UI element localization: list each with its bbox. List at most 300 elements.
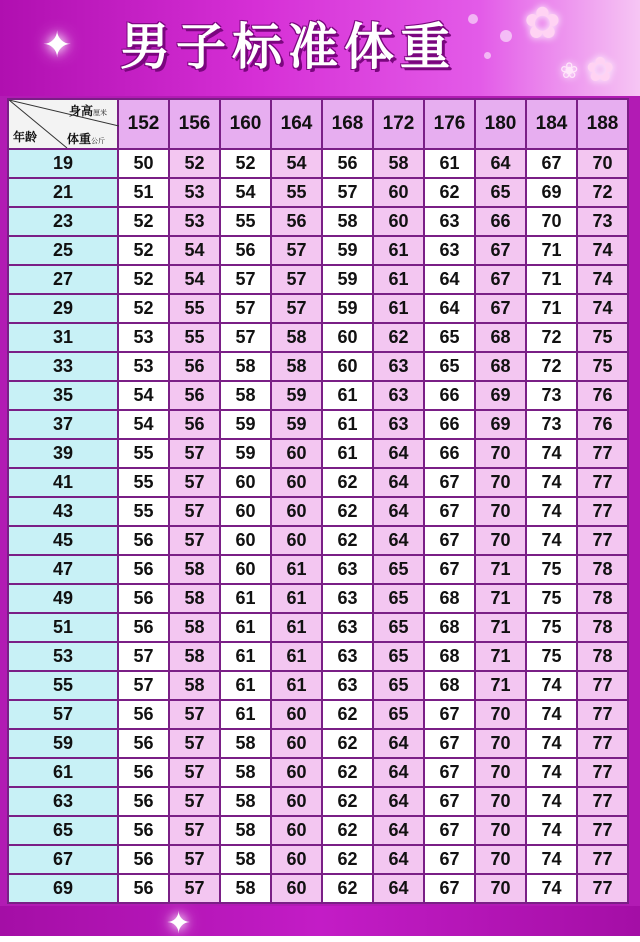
weight-cell: 55 [118, 439, 169, 468]
decor-bubble [484, 52, 491, 59]
header-banner [0, 0, 640, 96]
weight-cell: 74 [526, 671, 577, 700]
age-cell: 23 [8, 207, 118, 236]
age-cell: 33 [8, 352, 118, 381]
weight-cell: 57 [118, 671, 169, 700]
weight-cell: 70 [475, 874, 526, 903]
weight-cell: 57 [169, 468, 220, 497]
table-row [8, 787, 628, 816]
weight-cell: 63 [424, 207, 475, 236]
page-title: 男子标准体重 [120, 18, 456, 76]
age-cell: 43 [8, 497, 118, 526]
weight-cell: 61 [220, 642, 271, 671]
weight-cell: 56 [322, 149, 373, 178]
weight-cell: 75 [577, 323, 628, 352]
weight-cell: 67 [475, 265, 526, 294]
weight-cell: 68 [424, 613, 475, 642]
weight-cell: 59 [322, 294, 373, 323]
weight-cell: 59 [271, 410, 322, 439]
weight-cell: 73 [526, 381, 577, 410]
weight-cell: 60 [271, 526, 322, 555]
weight-cell: 69 [475, 381, 526, 410]
weight-cell: 67 [424, 468, 475, 497]
weight-cell: 56 [118, 816, 169, 845]
height-header-cell: 172 [373, 99, 424, 149]
weight-cell: 58 [169, 584, 220, 613]
weight-cell: 60 [271, 816, 322, 845]
age-cell: 55 [8, 671, 118, 700]
sparkle-icon: ✦ [42, 25, 73, 66]
weight-cell: 73 [526, 410, 577, 439]
weight-cell: 55 [271, 178, 322, 207]
weight-cell: 67 [475, 294, 526, 323]
weight-cell: 74 [526, 439, 577, 468]
age-label: 年龄 [13, 130, 38, 144]
weight-cell: 61 [220, 613, 271, 642]
table-row [8, 265, 628, 294]
weight-cell: 51 [118, 178, 169, 207]
weight-table [7, 98, 629, 904]
table-row [8, 729, 628, 758]
weight-cell: 63 [322, 642, 373, 671]
weight-cell: 61 [271, 555, 322, 584]
weight-cell: 74 [577, 265, 628, 294]
weight-cell: 71 [526, 265, 577, 294]
weight-cell: 60 [271, 845, 322, 874]
weight-cell: 64 [373, 874, 424, 903]
weight-cell: 74 [526, 700, 577, 729]
weight-cell: 55 [169, 294, 220, 323]
weight-cell: 68 [475, 323, 526, 352]
table-row [8, 845, 628, 874]
weight-cell: 61 [220, 700, 271, 729]
header-row [8, 99, 628, 149]
flower-icon: ✿ [586, 50, 615, 90]
weight-cell: 70 [475, 497, 526, 526]
height-label: 身高厘米 [69, 104, 108, 118]
weight-cell: 66 [424, 410, 475, 439]
weight-cell: 70 [475, 729, 526, 758]
weight-cell: 63 [424, 236, 475, 265]
age-cell: 41 [8, 468, 118, 497]
weight-cell: 52 [169, 149, 220, 178]
weight-cell: 68 [424, 671, 475, 700]
weight-cell: 67 [424, 874, 475, 903]
weight-cell: 64 [373, 497, 424, 526]
weight-cell: 54 [169, 265, 220, 294]
age-cell: 61 [8, 758, 118, 787]
weight-cell: 64 [424, 294, 475, 323]
weight-cell: 56 [118, 729, 169, 758]
weight-cell: 62 [322, 787, 373, 816]
weight-cell: 58 [220, 845, 271, 874]
height-header-cell: 176 [424, 99, 475, 149]
age-cell: 25 [8, 236, 118, 265]
weight-cell: 77 [577, 816, 628, 845]
weight-cell: 63 [322, 613, 373, 642]
age-cell: 51 [8, 613, 118, 642]
weight-cell: 74 [577, 236, 628, 265]
weight-cell: 77 [577, 787, 628, 816]
weight-cell: 59 [220, 439, 271, 468]
table-row [8, 468, 628, 497]
weight-cell: 62 [322, 526, 373, 555]
weight-cell: 56 [271, 207, 322, 236]
weight-cell: 57 [169, 497, 220, 526]
age-cell: 19 [8, 149, 118, 178]
weight-cell: 57 [169, 874, 220, 903]
weight-cell: 63 [373, 381, 424, 410]
height-header-cell: 184 [526, 99, 577, 149]
weight-cell: 64 [475, 149, 526, 178]
weight-cell: 67 [424, 816, 475, 845]
weight-cell: 65 [475, 178, 526, 207]
weight-cell: 65 [373, 613, 424, 642]
weight-cell: 67 [424, 758, 475, 787]
weight-cell: 77 [577, 758, 628, 787]
weight-cell: 56 [118, 787, 169, 816]
table-row [8, 526, 628, 555]
weight-cell: 65 [373, 642, 424, 671]
weight-cell: 57 [271, 236, 322, 265]
age-cell: 27 [8, 265, 118, 294]
age-cell: 21 [8, 178, 118, 207]
table-row [8, 439, 628, 468]
weight-cell: 71 [526, 294, 577, 323]
weight-cell: 57 [169, 700, 220, 729]
height-header-cell: 180 [475, 99, 526, 149]
weight-cell: 64 [373, 758, 424, 787]
weight-cell: 74 [526, 816, 577, 845]
weight-cell: 55 [220, 207, 271, 236]
weight-cell: 58 [220, 729, 271, 758]
age-cell: 69 [8, 874, 118, 903]
table-row [8, 700, 628, 729]
weight-cell: 62 [322, 816, 373, 845]
weight-cell: 58 [220, 352, 271, 381]
table-row [8, 758, 628, 787]
age-cell: 67 [8, 845, 118, 874]
weight-cell: 72 [577, 178, 628, 207]
age-cell: 63 [8, 787, 118, 816]
weight-cell: 66 [424, 381, 475, 410]
table-row [8, 584, 628, 613]
weight-cell: 74 [526, 729, 577, 758]
weight-cell: 78 [577, 613, 628, 642]
weight-cell: 58 [220, 787, 271, 816]
weight-cell: 58 [220, 816, 271, 845]
weight-cell: 53 [169, 207, 220, 236]
weight-cell: 62 [322, 758, 373, 787]
weight-cell: 56 [169, 352, 220, 381]
weight-cell: 55 [118, 468, 169, 497]
sparkle-icon: ✦ [166, 906, 192, 941]
weight-cell: 57 [169, 845, 220, 874]
table-row [8, 178, 628, 207]
weight-cell: 53 [118, 352, 169, 381]
weight-cell: 77 [577, 700, 628, 729]
weight-cell: 56 [220, 236, 271, 265]
weight-cell: 64 [424, 265, 475, 294]
weight-cell: 58 [271, 352, 322, 381]
weight-cell: 77 [577, 497, 628, 526]
weight-cell: 76 [577, 410, 628, 439]
weight-cell: 54 [220, 178, 271, 207]
weight-cell: 75 [577, 352, 628, 381]
weight-cell: 74 [526, 758, 577, 787]
weight-cell: 70 [475, 468, 526, 497]
weight-cell: 63 [373, 352, 424, 381]
weight-cell: 69 [526, 178, 577, 207]
table-row [8, 613, 628, 642]
weight-cell: 77 [577, 439, 628, 468]
weight-cell: 62 [322, 700, 373, 729]
weight-cell: 70 [577, 149, 628, 178]
weight-cell: 57 [118, 642, 169, 671]
weight-cell: 52 [220, 149, 271, 178]
weight-cell: 52 [118, 265, 169, 294]
weight-cell: 57 [169, 526, 220, 555]
weight-cell: 70 [475, 845, 526, 874]
weight-cell: 59 [322, 265, 373, 294]
weight-cell: 61 [271, 642, 322, 671]
weight-cell: 65 [373, 584, 424, 613]
weight-cell: 67 [424, 555, 475, 584]
weight-cell: 55 [118, 497, 169, 526]
weight-cell: 56 [118, 758, 169, 787]
weight-cell: 60 [373, 207, 424, 236]
flower-icon: ❀ [560, 59, 579, 84]
weight-cell: 74 [526, 497, 577, 526]
weight-cell: 70 [475, 439, 526, 468]
weight-cell: 58 [373, 149, 424, 178]
weight-cell: 62 [322, 468, 373, 497]
table-row [8, 207, 628, 236]
table-row [8, 497, 628, 526]
weight-cell: 61 [373, 236, 424, 265]
weight-cell: 59 [220, 410, 271, 439]
weight-cell: 60 [271, 758, 322, 787]
weight-cell: 70 [475, 526, 526, 555]
weight-cell: 57 [169, 787, 220, 816]
weight-cell: 56 [118, 555, 169, 584]
height-header-cell: 188 [577, 99, 628, 149]
height-header-cell: 168 [322, 99, 373, 149]
table-row [8, 294, 628, 323]
age-cell: 37 [8, 410, 118, 439]
weight-cell: 56 [169, 410, 220, 439]
weight-cell: 69 [475, 410, 526, 439]
weight-cell: 75 [526, 613, 577, 642]
weight-cell: 72 [526, 352, 577, 381]
weight-cell: 75 [526, 642, 577, 671]
table-row [8, 642, 628, 671]
age-cell: 53 [8, 642, 118, 671]
weight-cell: 62 [322, 729, 373, 758]
table-row [8, 352, 628, 381]
age-cell: 45 [8, 526, 118, 555]
weight-cell: 58 [271, 323, 322, 352]
weight-cell: 60 [220, 497, 271, 526]
age-cell: 29 [8, 294, 118, 323]
weight-cell: 58 [220, 874, 271, 903]
weight-cell: 66 [475, 207, 526, 236]
weight-cell: 58 [169, 671, 220, 700]
weight-cell: 62 [373, 323, 424, 352]
weight-cell: 56 [169, 381, 220, 410]
weight-cell: 70 [475, 816, 526, 845]
weight-cell: 52 [118, 236, 169, 265]
weight-cell: 58 [169, 555, 220, 584]
weight-cell: 70 [475, 758, 526, 787]
table-row [8, 381, 628, 410]
weight-cell: 65 [373, 700, 424, 729]
weight-cell: 63 [322, 555, 373, 584]
weight-cell: 54 [271, 149, 322, 178]
footer-banner [0, 906, 640, 941]
weight-cell: 77 [577, 468, 628, 497]
weight-cell: 77 [577, 729, 628, 758]
weight-cell: 61 [220, 671, 271, 700]
weight-cell: 58 [169, 613, 220, 642]
weight-cell: 61 [322, 410, 373, 439]
weight-cell: 64 [373, 439, 424, 468]
weight-cell: 62 [424, 178, 475, 207]
weight-cell: 56 [118, 845, 169, 874]
weight-cell: 60 [271, 787, 322, 816]
table-row [8, 149, 628, 178]
weight-cell: 53 [118, 323, 169, 352]
age-cell: 57 [8, 700, 118, 729]
weight-cell: 60 [271, 439, 322, 468]
weight-cell: 61 [220, 584, 271, 613]
weight-cell: 56 [118, 526, 169, 555]
weight-cell: 71 [475, 613, 526, 642]
weight-cell: 60 [271, 468, 322, 497]
weight-cell: 77 [577, 845, 628, 874]
weight-cell: 59 [322, 236, 373, 265]
weight-cell: 65 [373, 671, 424, 700]
weight-cell: 76 [577, 381, 628, 410]
age-cell: 39 [8, 439, 118, 468]
table-row [8, 816, 628, 845]
flower-icon: ✿ [524, 0, 561, 49]
weight-cell: 67 [424, 700, 475, 729]
weight-cell: 68 [475, 352, 526, 381]
table-row [8, 555, 628, 584]
table-row [8, 410, 628, 439]
weight-cell: 74 [526, 874, 577, 903]
weight-cell: 56 [118, 700, 169, 729]
weight-cell: 58 [322, 207, 373, 236]
weight-cell: 67 [424, 497, 475, 526]
weight-cell: 67 [424, 729, 475, 758]
weight-cell: 63 [322, 671, 373, 700]
weight-cell: 58 [220, 758, 271, 787]
weight-cell: 56 [118, 613, 169, 642]
weight-cell: 74 [526, 526, 577, 555]
weight-cell: 60 [322, 352, 373, 381]
weight-cell: 67 [424, 845, 475, 874]
weight-cell: 71 [475, 671, 526, 700]
weight-cell: 68 [424, 642, 475, 671]
weight-cell: 74 [526, 468, 577, 497]
weight-cell: 57 [220, 323, 271, 352]
weight-cell: 61 [424, 149, 475, 178]
weight-cell: 78 [577, 555, 628, 584]
weight-cell: 71 [475, 555, 526, 584]
weight-cell: 60 [271, 874, 322, 903]
weight-cell: 68 [424, 584, 475, 613]
weight-cell: 78 [577, 584, 628, 613]
weight-cell: 57 [169, 729, 220, 758]
weight-cell: 57 [169, 758, 220, 787]
weight-cell: 57 [169, 816, 220, 845]
weight-cell: 60 [322, 323, 373, 352]
height-header-cell: 156 [169, 99, 220, 149]
weight-cell: 56 [118, 584, 169, 613]
weight-cell: 57 [271, 265, 322, 294]
weight-cell: 54 [118, 410, 169, 439]
weight-cell: 61 [322, 381, 373, 410]
weight-cell: 52 [118, 294, 169, 323]
weight-cell: 64 [373, 729, 424, 758]
weight-cell: 54 [169, 236, 220, 265]
weight-cell: 61 [373, 294, 424, 323]
weight-cell: 67 [526, 149, 577, 178]
table-row [8, 236, 628, 265]
weight-cell: 70 [475, 787, 526, 816]
age-cell: 47 [8, 555, 118, 584]
weight-cell: 62 [322, 874, 373, 903]
weight-cell: 70 [475, 700, 526, 729]
weight-cell: 64 [373, 526, 424, 555]
weight-cell: 63 [373, 410, 424, 439]
weight-cell: 67 [424, 526, 475, 555]
weight-cell: 54 [118, 381, 169, 410]
weight-cell: 74 [526, 845, 577, 874]
table-row [8, 671, 628, 700]
weight-cell: 65 [424, 323, 475, 352]
weight-cell: 62 [322, 845, 373, 874]
weight-cell: 74 [526, 787, 577, 816]
weight-cell: 75 [526, 555, 577, 584]
weight-cell: 63 [322, 584, 373, 613]
weight-cell: 71 [475, 584, 526, 613]
weight-cell: 62 [322, 497, 373, 526]
weight-cell: 71 [526, 236, 577, 265]
weight-cell: 57 [322, 178, 373, 207]
age-cell: 31 [8, 323, 118, 352]
table-row [8, 323, 628, 352]
weight-cell: 64 [373, 845, 424, 874]
decor-bubble [468, 14, 478, 24]
weight-cell: 57 [220, 265, 271, 294]
weight-cell: 64 [373, 787, 424, 816]
weight-cell: 50 [118, 149, 169, 178]
weight-cell: 67 [424, 787, 475, 816]
weight-cell: 77 [577, 671, 628, 700]
weight-cell: 57 [271, 294, 322, 323]
weight-cell: 74 [577, 294, 628, 323]
weight-cell: 58 [220, 381, 271, 410]
weight-cell: 60 [373, 178, 424, 207]
weight-cell: 56 [118, 874, 169, 903]
weight-table-frame [0, 96, 640, 906]
weight-cell: 59 [271, 381, 322, 410]
weight-cell: 60 [220, 526, 271, 555]
weight-cell: 61 [271, 613, 322, 642]
